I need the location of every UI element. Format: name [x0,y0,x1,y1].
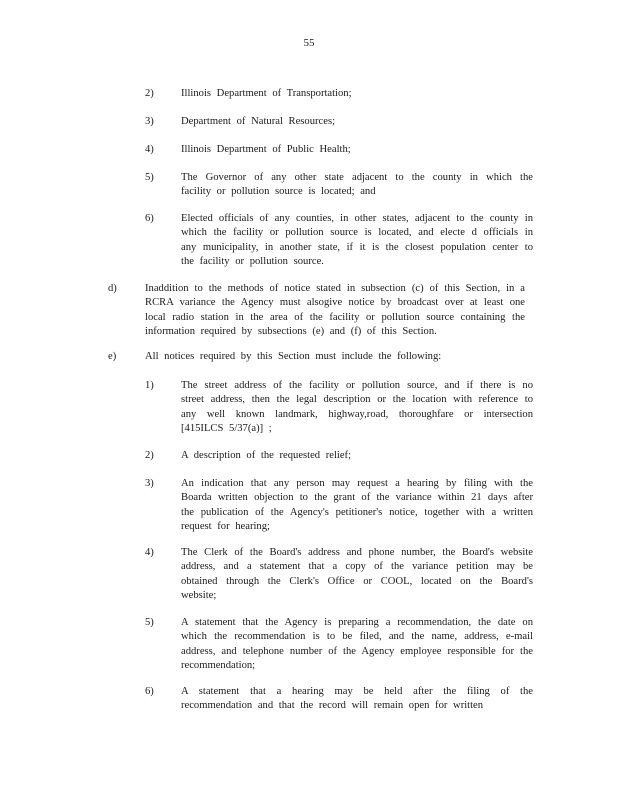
item-label: 2) [145,88,154,99]
item-label: 3) [145,478,154,489]
item-label: 6) [145,213,154,224]
item-text: Department of Natural Resources; [181,116,336,127]
item-text: A description of the requested relief; [181,450,352,461]
item-label: 6) [145,686,154,697]
subsection-text: All notices required by this Section must include the following: [145,351,442,362]
item-label: 2) [145,450,154,461]
subsection-text: Inaddition to the methods of notice stated in subsection (c) of this Section, in a RCRA variance the Agency must alsogive notice by broadcast over at least one local radio station in the area of the facility or pollution source containing the information required by subsections (e) and (f) of this Section. [145,283,525,337]
subsection-label: d) [108,283,117,294]
item-text: The Governor of any other state adjacent to the county in which the facility or pollution source is located; and [181,172,533,198]
item-text: A statement that a hearing may be held after the filing of the recommendation and that the record will remain open for written [181,686,533,712]
item-label: 3) [145,116,154,127]
item-label: 5) [145,617,154,628]
item-text: Elected officials of any counties, in other states, adjacent to the county in which the facility or pollution source is located, and electe d officials in any municipality, in another state, if it is the closest population center to the facility or pollution source. [181,213,533,267]
page-number: 55 [303,37,315,49]
item-text: An indication that any person may request a hearing by filing with the Boarda written objection to the grant of the variance within 21 days after the publication of the Agency's petitioner's notice, together with a written request for hearing; [181,478,533,532]
item-label: 4) [145,144,154,155]
item-label: 5) [145,172,154,183]
item-label: 1) [145,380,154,391]
item-label: 4) [145,547,154,558]
item-text: Illinois Department of Public Health; [181,144,351,155]
item-text: A statement that the Agency is preparing a recommendation, the date on which the recommendation is to be filed, and the name, address, e-mail address, and telephone number of the Agency employee responsible for the recommendation; [181,617,533,671]
item-text: The street address of the facility or pollution source, and if there is no street address, then the legal description or the location with reference to any well known landmark, highway,road, thoroughfare or intersection [415ILCS 5/37(a)] ; [181,380,533,434]
subsection-label: e) [108,351,117,362]
item-text: The Clerk of the Board's address and phone number, the Board's website address, and a statement that a copy of the variance petition may be obtained through the Clerk's Office or COOL, located on the Board's website; [181,547,533,601]
item-text: Illinois Department of Transportation; [181,88,352,99]
